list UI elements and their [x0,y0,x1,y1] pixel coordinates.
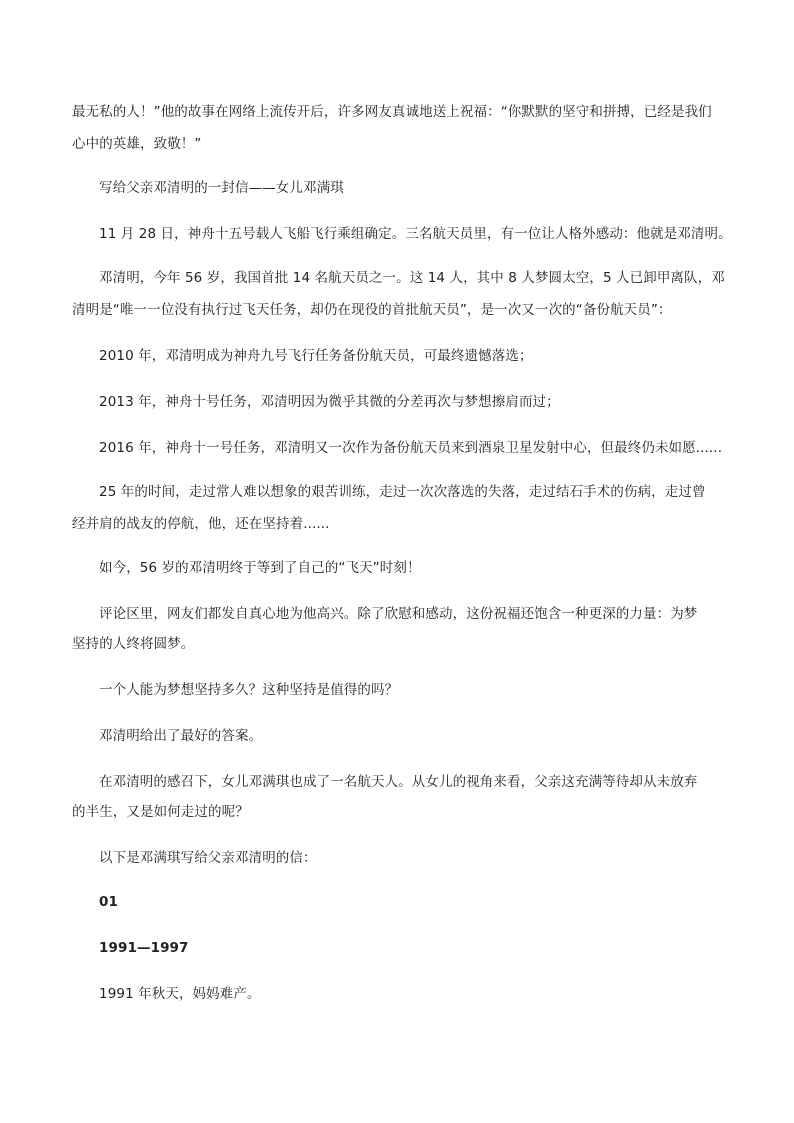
paragraph-8 [99,476,724,508]
letter-title-line: 写给父亲邓清明的一封信——女儿邓满琪 [99,180,344,196]
paragraph-9 [99,552,724,584]
paragraph-17 [99,978,724,1010]
paragraph-13-cont [72,796,724,828]
paragraph-4-cont [72,294,724,326]
paragraph-1 [72,96,724,160]
paragraph-10-line-1: 评论区里，网友们都发自真心地为他高兴。除了欣慰和感动，这份祝福还饱含一种更深的力量：为梦 [99,606,698,622]
paragraph-13-line-1: 在邓清明的感召下，女儿邓满琪也成了一名航天人。从女儿的视角来看，父亲这充满等待却从未放弃 [99,774,698,790]
paragraph-7 [99,432,724,464]
section-number [99,886,724,918]
paragraph-17-line-1: 1991 年秋天，妈妈难产。 [99,986,261,1002]
paragraph-5 [99,340,724,372]
paragraph-10-line-2: 坚持的人终将圆梦。 [72,636,195,652]
section-years [99,932,724,964]
paragraph-9-line-1: 如今，56 岁的邓清明终于等到了自己的“飞天”时刻！ [99,560,421,576]
paragraph-12-line-1: 邓清明给出了最好的答案。 [99,728,263,744]
section-number-line: 01 [99,894,118,910]
paragraph-6 [99,386,724,418]
paragraph-13 [99,766,724,798]
paragraph-8-cont [72,508,724,540]
paragraph-12 [99,720,724,752]
paragraph-4-line-2: 清明是“唯一一位没有执行过飞天任务，却仍在现役的首批航天员”，是一次又一次的“备份航天员”： [72,302,672,318]
paragraph-1-line-2: 心中的英雄，致敬！” [72,136,202,152]
paragraph-10-cont [72,628,724,660]
paragraph-10 [99,598,724,630]
paragraph-13-line-2: 的半生，又是如何走过的呢？ [72,804,249,820]
paragraph-4 [99,262,724,294]
paragraph-1-line-1: 最无私的人！”他的故事在网络上流传开后，许多网友真诚地送上祝福：“你默默的坚守和拼搏，已经是我们 [72,104,712,120]
paragraph-7-line-1: 2016 年，神舟十一号任务，邓清明又一次作为备份航天员来到酒泉卫星发射中心，但最终仍未如愿...... [99,440,723,456]
section-years-line: 1991—1997 [99,940,189,956]
paragraph-14-line-1: 以下是邓满琪写给父亲邓清明的信： [99,850,317,866]
paragraph-5-line-1: 2010 年，邓清明成为神舟九号飞行任务备份航天员，可最终遗憾落选； [99,348,533,364]
paragraph-11-line-1: 一个人能为梦想坚持多久？这种坚持是值得的吗？ [99,682,399,698]
letter-title [99,172,724,204]
paragraph-3 [99,218,732,250]
paragraph-4-line-1: 邓清明，今年 56 岁，我国首批 14 名航天员之一。这 14 人，其中 8 人梦圆太空，5 人已卸甲离队，邓 [99,270,725,286]
paragraph-14 [99,842,724,874]
paragraph-8-line-1: 25 年的时间，走过常人难以想象的艰苦训练，走过一次次落选的失落，走过结石手术的伤病，走过曾 [99,484,706,500]
paragraph-8-line-2: 经并肩的战友的停航，他，还在坚持着...... [72,516,330,532]
paragraph-11 [99,674,724,706]
paragraph-3-line-1: 11 月 28 日，神舟十五号载人飞船飞行乘组确定。三名航天员里，有一位让人格外感动：他就是邓清明。 [99,226,732,242]
paragraph-6-line-1: 2013 年，神舟十号任务，邓清明因为微乎其微的分差再次与梦想擦肩而过； [99,394,560,410]
